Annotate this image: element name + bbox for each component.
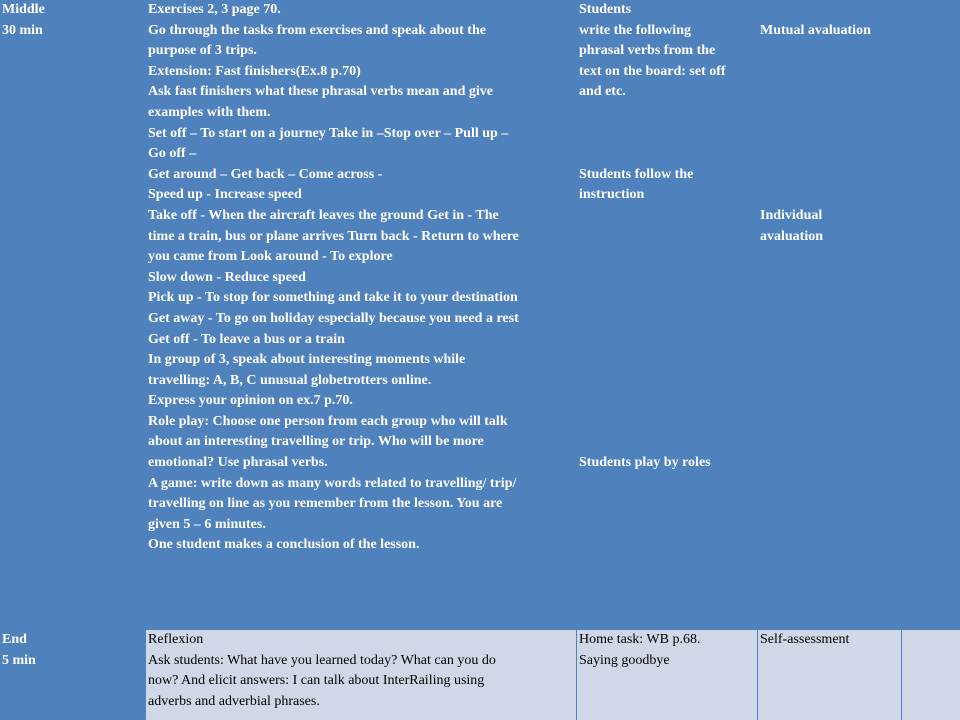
students-activity-line: Saying goodbye [579,652,670,668]
middle-time-label: 30 min [2,22,43,38]
students-activity-line: write the following [579,22,691,38]
evaluation-line: avaluation [760,228,824,244]
teacher-activity-line: purpose of 3 trips. [148,43,257,59]
students-activity-line: Home task: WB p.68. [579,632,701,647]
end-stage-cell [0,630,145,720]
individual-evaluation-block [760,206,899,247]
teacher-activity-line: Get around – Get back – Come across - [148,166,383,182]
teacher-activity-line: Slow down - Reduce speed [148,269,306,285]
teacher-activity-line: Set off – To start on a journey Take in –Stop over – Pull up – [148,125,509,141]
students-activity-line: instruction [579,187,645,203]
end-evaluation [760,630,899,651]
teacher-activity-line: Go through the tasks from exercises and speak about the [148,22,486,38]
students-instruction-block [579,165,755,206]
teacher-activity-line: given 5 – 6 minutes. [148,516,266,532]
students-activity-line: text on the board: set off [579,63,726,79]
teacher-activity-line: you came from Look around - To explore [148,249,393,265]
teacher-activity-line: Go off – [148,146,197,162]
teacher-activity-line: Ask students: What have you learned today? What can you do [148,652,496,668]
mutual-evaluation-block [760,21,899,42]
middle-stage-label: Middle [2,2,45,17]
teacher-activity-line: In group of 3, speak about interesting moments while [148,352,466,368]
teacher-activity-line: about an interesting travelling or trip. Who will be more [148,434,484,450]
middle-extra-cell [902,0,960,627]
teacher-activity-line: Take off - When the aircraft leaves the ground Get in - The [148,207,499,223]
middle-teacher-cell [146,0,576,627]
middle-evaluation-cell [758,0,901,627]
teacher-activity-line: examples with them. [148,104,271,120]
teacher-activity-line: Exercises 2, 3 page 70. [148,2,281,17]
teacher-activity-line: Extension: Fast finishers(Ex.8 p.70) [148,63,361,79]
teacher-activity-line: Get off - To leave a bus or a train [148,331,345,347]
teacher-activity-line: time a train, bus or plane arrives Turn back - Return to where [148,228,519,244]
students-activity-line: Students [579,2,632,17]
teacher-activity-line: One student makes a conclusion of the lesson. [148,537,420,553]
teacher-activity-line: Pick up - To stop for something and take it to your destination [148,290,518,306]
end-teacher-activities [148,630,574,712]
students-activity-line: and etc. [579,84,626,100]
teacher-activity-line: travelling on line as you remember from the lesson. You are [148,496,503,512]
students-roleplay-block [579,453,755,474]
end-students-cell [577,630,757,720]
teacher-activity-line: travelling: A, B, C unusual globetrotters online. [148,372,432,388]
teacher-activity-line: Speed up - Increase speed [148,187,302,203]
teacher-activity-line: Role play: Choose one person from each group who will talk [148,413,508,429]
teacher-activity-line: Reflexion [148,632,204,647]
teacher-activity-line: now? And elicit answers: I can talk about InterRailing using [148,673,485,689]
end-teacher-cell [146,630,576,720]
middle-students-cell [577,0,757,627]
teacher-activity-line: Express your opinion on ex.7 p.70. [148,393,353,409]
end-students-activities [579,630,755,671]
students-activity-line: Students play by roles [579,455,711,471]
teacher-activity-line: adverbs and adverbial phrases. [148,693,320,709]
evaluation-line: Individual [760,207,823,223]
students-task-block [579,0,755,103]
end-evaluation-cell [758,630,901,720]
teacher-activity-line: emotional? Use phrasal verbs. [148,455,328,471]
evaluation-line: Mutual avaluation [760,22,871,38]
evaluation-line: Self-assessment [760,632,850,647]
end-stage-label: End [2,632,27,647]
middle-stage-cell [0,0,145,627]
teacher-activity-line: Get away - To go on holiday especially because you need a rest [148,310,519,326]
students-activity-line: phrasal verbs from the [579,43,716,59]
students-activity-line: Students follow the [579,166,694,182]
end-extra-cell [902,630,960,720]
end-time-label: 5 min [2,652,36,668]
teacher-activity-line: Ask fast finishers what these phrasal verbs mean and give [148,84,493,100]
teacher-activity-line: A game: write down as many words related to travelling/ trip/ [148,475,517,491]
middle-teacher-activities [148,0,574,556]
